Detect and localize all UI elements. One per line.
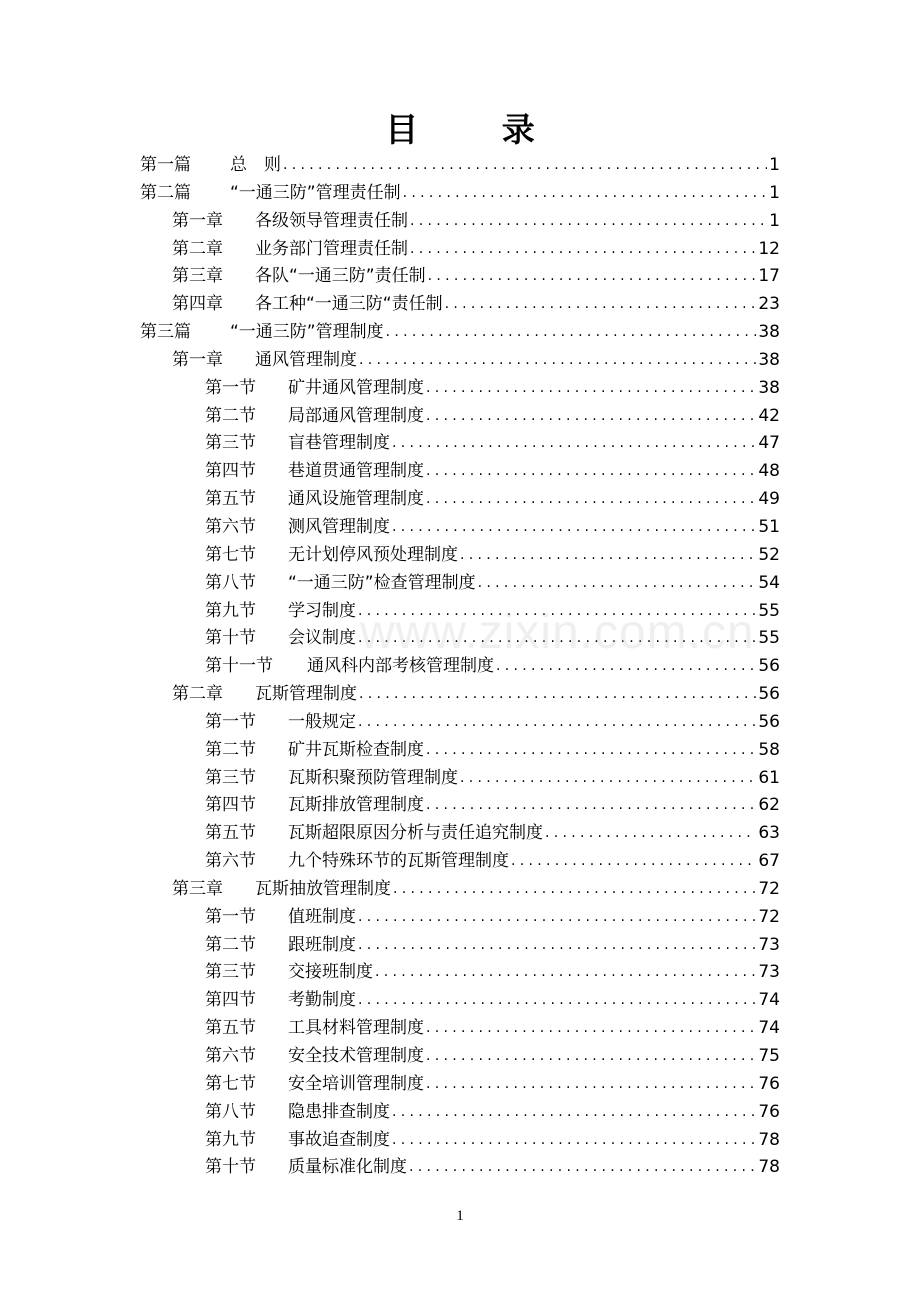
toc-entry-page-number: 38 — [758, 322, 780, 343]
toc-entry-label: 第三篇 — [140, 322, 191, 343]
dot-leader — [460, 764, 756, 793]
toc-entry[interactable] — [140, 737, 780, 765]
toc-entry[interactable] — [140, 319, 780, 347]
toc-entry[interactable] — [140, 1015, 780, 1043]
toc-entry-title: 质量标准化制度 — [288, 1157, 407, 1178]
toc-entry-label: 第七节 — [205, 1073, 256, 1094]
toc-entry-title: 巷道贯通管理制度 — [288, 461, 424, 482]
toc-entry-label: 第三节 — [205, 767, 256, 788]
toc-entry-title: 瓦斯超限原因分析与责任追究制度 — [288, 823, 543, 844]
toc-entry-label: 第六节 — [205, 1046, 256, 1066]
dot-leader — [392, 513, 756, 542]
toc-entry[interactable] — [140, 180, 780, 208]
toc-entry-label: 第十节 — [205, 1157, 256, 1178]
dot-leader — [386, 318, 757, 347]
toc-entry[interactable] — [140, 653, 780, 681]
toc-entry-page-number: 52 — [758, 544, 780, 565]
toc-entry-label: 第三节 — [205, 962, 256, 983]
toc-entry-title: 瓦斯积聚预防管理制度 — [288, 767, 458, 788]
toc-entry-page-number: 74 — [758, 1018, 780, 1039]
dot-leader — [496, 652, 756, 681]
toc-entry[interactable] — [140, 375, 780, 403]
dot-leader — [460, 541, 756, 570]
dot-leader — [358, 986, 756, 1015]
toc-entry-label: 第一章 — [172, 210, 223, 231]
toc-entry-label: 第二章 — [172, 238, 223, 259]
toc-entry-page-number: 38 — [758, 349, 780, 370]
dot-leader — [403, 179, 768, 208]
toc-entry-label: 第三节 — [205, 433, 256, 454]
dot-leader — [545, 819, 756, 848]
toc-entry-title: 测风管理制度 — [288, 516, 390, 537]
toc-entry[interactable] — [140, 430, 780, 458]
dot-leader — [393, 875, 756, 904]
toc-entry-title: 隐患排查制度 — [288, 1101, 390, 1122]
toc-entry-page-number: 63 — [758, 823, 780, 844]
toc-entry-title: 通风科内部考核管理制度 — [307, 656, 494, 677]
toc-entry-label: 第二篇 — [140, 182, 191, 203]
toc-entry-title: 九个特殊环节的瓦斯管理制度 — [288, 851, 509, 872]
toc-entry-title: 各级领导管理责任制 — [255, 210, 408, 231]
dot-leader — [426, 1014, 756, 1043]
toc-entry-title: 瓦斯抽放管理制度 — [255, 878, 391, 899]
dot-leader — [410, 235, 756, 264]
toc-entry-page-number: 56 — [758, 684, 780, 705]
toc-entry-page-number: 54 — [758, 572, 780, 593]
dot-leader — [410, 207, 767, 236]
toc-entry-page-number: 17 — [758, 266, 780, 287]
toc-entry-page-number: 12 — [758, 238, 780, 259]
dot-leader — [392, 429, 756, 458]
toc-entry[interactable] — [140, 681, 780, 709]
toc-entry-title: 学习制度 — [288, 600, 356, 621]
toc-entry-label: 第四节 — [205, 461, 256, 482]
toc-entry-label: 第一篇 — [140, 155, 191, 175]
toc-entry[interactable] — [140, 932, 780, 960]
toc-entry-page-number: 62 — [758, 795, 780, 816]
toc-entry[interactable] — [140, 598, 780, 626]
toc-entry-label: 第五节 — [205, 489, 256, 510]
toc-entry[interactable] — [140, 152, 780, 180]
page-number-footer: 1 — [456, 1208, 464, 1224]
toc-entry-label: 第二节 — [205, 405, 256, 426]
toc-entry-title: 工具材料管理制度 — [288, 1018, 424, 1039]
dot-leader — [478, 569, 757, 598]
toc-entry-title: 无计划停风预处理制度 — [288, 544, 458, 565]
toc-entry-title: 安全培训管理制度 — [288, 1073, 424, 1094]
toc-entry-page-number: 55 — [758, 600, 780, 621]
toc-entry-title: 各队“一通三防”责任制 — [255, 266, 426, 287]
dot-leader — [358, 624, 756, 653]
toc-entry-page-number: 61 — [758, 767, 780, 788]
toc-entry[interactable] — [140, 876, 780, 904]
toc-entry[interactable] — [140, 959, 780, 987]
dot-leader — [358, 903, 756, 932]
dot-leader — [283, 151, 767, 180]
toc-entry-page-number: 23 — [758, 294, 780, 315]
toc-entry-label: 第二节 — [205, 739, 256, 760]
toc-entry-title: 值班制度 — [288, 906, 356, 927]
toc-entry[interactable] — [140, 1099, 780, 1127]
toc-entry[interactable] — [140, 208, 780, 236]
toc-entry-title: 安全技术管理制度 — [288, 1046, 424, 1066]
toc-entry-page-number: 58 — [758, 739, 780, 760]
toc-entry[interactable] — [140, 709, 780, 737]
dot-leader — [359, 680, 756, 709]
toc-entry-page-number: 72 — [758, 906, 780, 927]
toc-entry-label: 第三章 — [172, 266, 223, 287]
toc-entry-label: 第四节 — [205, 990, 256, 1011]
toc-entry-label: 第八节 — [205, 572, 256, 593]
toc-entry-page-number: 51 — [758, 516, 780, 537]
toc-entry[interactable] — [140, 514, 780, 542]
toc-entry-label: 第八节 — [205, 1101, 256, 1122]
toc-entry-label: 第九节 — [205, 600, 256, 621]
toc-entry-title: 会议制度 — [288, 628, 356, 649]
toc-entry-page-number: 78 — [758, 1157, 780, 1178]
toc-entry-title: 一般规定 — [288, 711, 356, 732]
toc-entry[interactable] — [140, 570, 780, 598]
toc-entry[interactable] — [140, 263, 780, 291]
toc-entry[interactable] — [140, 987, 780, 1015]
toc-entry[interactable] — [140, 1127, 780, 1155]
toc-entry-page-number: 75 — [758, 1046, 780, 1066]
dot-leader — [428, 262, 757, 291]
toc-entry-label: 第四章 — [172, 294, 223, 315]
watermark: www.zixin.com.cn — [360, 606, 755, 659]
toc-entry-page-number: 55 — [758, 628, 780, 649]
dot-leader — [359, 346, 756, 375]
toc-entry-title: 瓦斯管理制度 — [255, 684, 357, 705]
toc-entry-label: 第七节 — [205, 544, 256, 565]
toc-entry[interactable] — [140, 1043, 780, 1071]
toc-entry-title: “一通三防”管理责任制 — [230, 182, 401, 203]
table-of-contents — [140, 152, 780, 1182]
toc-entry[interactable] — [140, 347, 780, 375]
dot-leader — [392, 1098, 756, 1127]
toc-entry-label: 第五节 — [205, 823, 256, 844]
toc-entry-page-number: 73 — [758, 934, 780, 955]
toc-entry-title: “一通三防”管理制度 — [230, 322, 384, 343]
toc-entry-label: 第一节 — [205, 906, 256, 927]
toc-entry-page-number: 1 — [769, 210, 780, 231]
toc-entry-title: 各工种“一通三防“责任制 — [255, 294, 443, 315]
toc-entry-page-number: 47 — [758, 433, 780, 454]
toc-entry[interactable] — [140, 820, 780, 848]
toc-entry-label: 第六节 — [205, 851, 256, 872]
toc-entry[interactable] — [140, 542, 780, 570]
toc-entry-page-number: 48 — [758, 461, 780, 482]
dot-leader — [392, 1126, 756, 1155]
toc-entry-title: 考勤制度 — [288, 990, 356, 1011]
dot-leader — [426, 791, 756, 820]
toc-entry-label: 第九节 — [205, 1129, 256, 1150]
dot-leader — [358, 597, 756, 626]
toc-entry-page-number: 73 — [758, 962, 780, 983]
toc-entry-label: 第十节 — [205, 628, 256, 649]
toc-entry-label: 第十一节 — [205, 656, 273, 677]
toc-entry-label: 第一节 — [205, 377, 256, 398]
dot-leader — [409, 1153, 756, 1182]
toc-entry-page-number: 42 — [758, 405, 780, 426]
toc-entry-label: 第六节 — [205, 516, 256, 537]
toc-entry-title: 事故追查制度 — [288, 1129, 390, 1150]
toc-entry-page-number: 38 — [758, 377, 780, 398]
toc-entry-page-number: 56 — [758, 656, 780, 677]
toc-entry-title: 业务部门管理责任制 — [255, 238, 408, 259]
toc-entry-label: 第一节 — [205, 711, 256, 732]
toc-entry-label: 第一章 — [172, 349, 223, 370]
toc-entry-page-number: 76 — [758, 1073, 780, 1094]
toc-entry[interactable] — [140, 1154, 780, 1182]
toc-entry-label: 第二节 — [205, 934, 256, 955]
toc-entry-label: 第二章 — [172, 684, 223, 705]
dot-leader — [426, 485, 756, 514]
toc-entry[interactable] — [140, 848, 780, 876]
toc-entry-title: 通风管理制度 — [255, 349, 357, 370]
toc-entry-page-number: 74 — [758, 990, 780, 1011]
toc-entry[interactable] — [140, 458, 780, 486]
toc-entry-title: 盲巷管理制度 — [288, 433, 390, 454]
toc-entry-label: 第四节 — [205, 795, 256, 816]
dot-leader — [511, 847, 756, 876]
toc-entry-title: 跟班制度 — [288, 934, 356, 955]
toc-entry-title: 总 则 — [230, 155, 281, 175]
toc-entry-page-number: 1 — [769, 155, 780, 175]
toc-entry-title: 矿井瓦斯检查制度 — [288, 739, 424, 760]
toc-entry[interactable] — [140, 403, 780, 431]
dot-leader — [358, 931, 756, 960]
toc-entry-page-number: 78 — [758, 1129, 780, 1150]
dot-leader — [426, 457, 756, 486]
dot-leader — [426, 402, 756, 431]
dot-leader — [426, 736, 756, 765]
toc-entry-page-number: 1 — [769, 182, 780, 203]
dot-leader — [358, 708, 756, 737]
toc-entry-page-number: 56 — [758, 711, 780, 732]
dot-leader — [445, 290, 757, 319]
toc-entry[interactable] — [140, 236, 780, 264]
toc-entry-page-number: 72 — [758, 878, 780, 899]
toc-entry[interactable] — [140, 625, 780, 653]
dot-leader — [426, 1070, 756, 1099]
dot-leader — [375, 958, 756, 987]
toc-entry[interactable] — [140, 792, 780, 820]
toc-entry-page-number: 76 — [758, 1101, 780, 1122]
toc-entry-title: 交接班制度 — [288, 962, 373, 983]
toc-entry-title: 局部通风管理制度 — [288, 405, 424, 426]
toc-entry-label: 第五节 — [205, 1018, 256, 1039]
toc-entry-title: “一通三防”检查管理制度 — [288, 572, 476, 593]
toc-entry[interactable] — [140, 765, 780, 793]
toc-entry-page-number: 67 — [758, 851, 780, 872]
dot-leader — [426, 1042, 756, 1071]
toc-entry[interactable] — [140, 291, 780, 319]
dot-leader — [426, 374, 756, 403]
toc-entry[interactable] — [140, 904, 780, 932]
toc-entry[interactable] — [140, 1071, 780, 1099]
toc-entry-title: 通风设施管理制度 — [288, 489, 424, 510]
toc-entry-title: 矿井通风管理制度 — [288, 377, 424, 398]
toc-entry-title: 瓦斯排放管理制度 — [288, 795, 424, 816]
toc-entry-page-number: 49 — [758, 489, 780, 510]
toc-entry[interactable] — [140, 486, 780, 514]
page-title: 目 录 — [385, 110, 571, 149]
toc-entry-label: 第三章 — [172, 878, 223, 899]
